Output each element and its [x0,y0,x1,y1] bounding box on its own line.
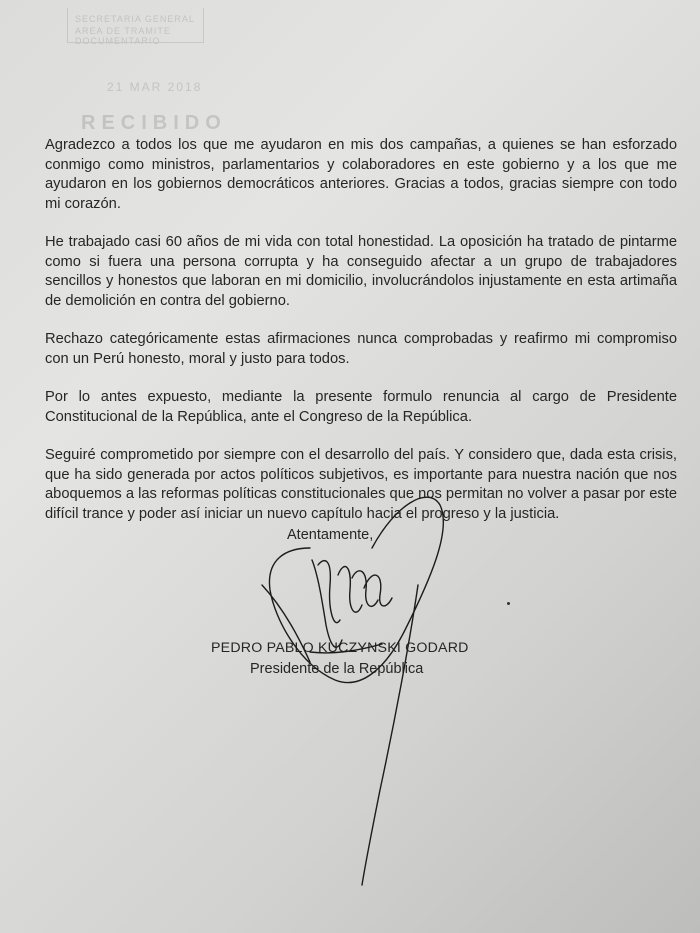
closing-salutation: Atentamente, [287,527,374,543]
paragraph-rejection: Rechazo categóricamente estas afirmaciones nunca comprobadas y reafirmo mi compromiso con un Perú honesto, moral y justo para todos. [45,331,677,367]
paragraph-honesty: He trabajado casi 60 años de mi vida con total honestidad. La oposición ha tratado de pintarme como si fuera una persona corrupta y ha conseguido afectar a un grupo de trabajadores sencillos y honestos que laboran en mi domicilio, involucrándolos injustamente en esta artimaña de demolición en contra del gobierno. [45,234,677,309]
letter-body [45,136,677,543]
signer-name: PEDRO PABLO KUCZYNSKI GODARD [211,640,469,656]
paragraph-gratitude: Agradezco a todos los que me ayudaron en mis dos campañas, a quienes se han esforzado conmigo como ministros, parlamentarios y colaboradores en este gobierno y a los que me ayudaron en los gobiernos democráticos anteriores. Gracias a todos, gracias siempre con todo mi corazón. [45,137,677,212]
ink-dot [507,602,510,605]
received-stamp [55,0,227,145]
paragraph-commitment: Seguiré comprometido por siempre con el desarrollo del país. Y considero que, dada esta crisis, que ha sido generada por actos políticos subjetivos, es importante para nuestra nación que nos aboquemos a las reformas políticas constitucionales que nos permitan no volver a pasar por este difícil trance y poder así iniciar un nuevo capítulo hacia el progreso y la justicia. [45,447,677,522]
signer-title: Presidente de la República [250,661,424,677]
paragraph-resignation: Por lo antes expuesto, mediante la presente formulo renuncia al cargo de Presidente Constitucional de la República, ante el Congreso de la República. [45,389,677,425]
stamp-line-1: SECRETARIA GENERAL [75,14,195,24]
stamp-received-label: RECIBIDO [81,112,227,134]
stamp-date: 21 MAR 2018 [107,80,203,94]
stamp-line-2: AREA DE TRAMITE DOCUMENTARIO [75,26,171,46]
